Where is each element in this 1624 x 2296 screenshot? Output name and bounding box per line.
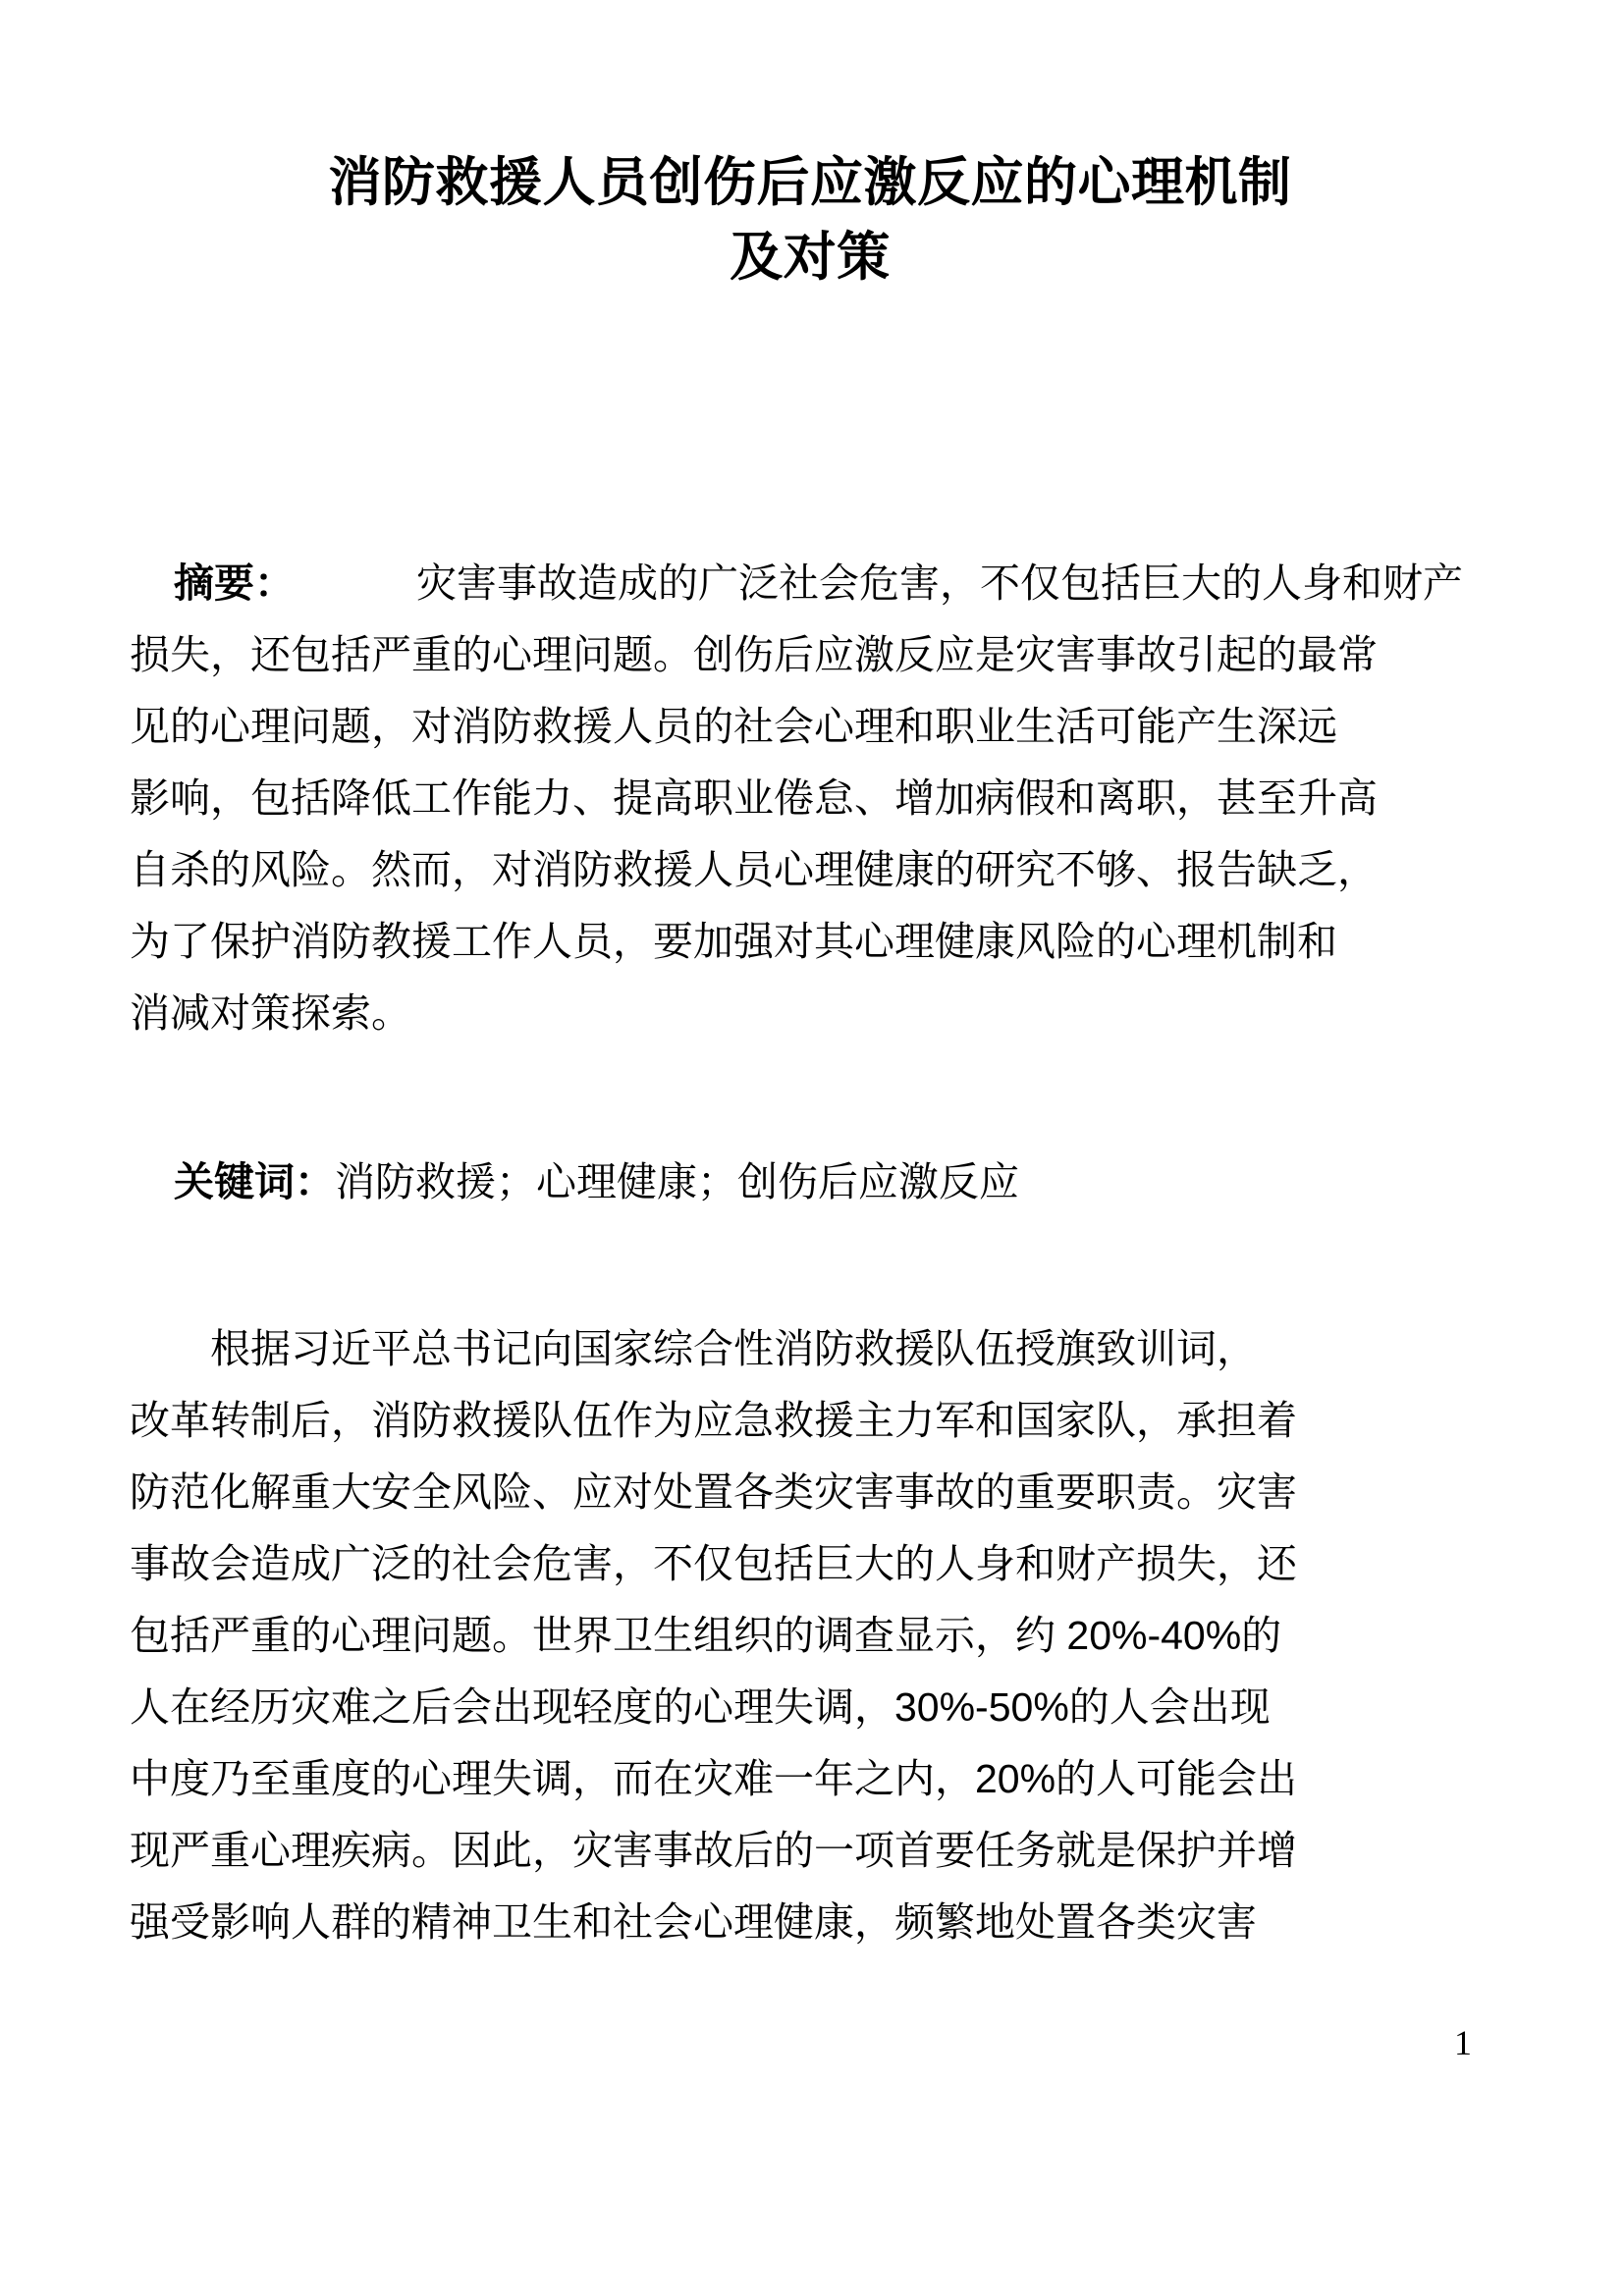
body-line-7: 中度乃至重度的心理失调，而在灾难一年之内，20%的人可能会出 (130, 1756, 1298, 1801)
abstract-line-3: 见的心理问题，对消防救援人员的社会心理和职业生活可能产生深远 (130, 704, 1337, 749)
page-number: 1 (1454, 2023, 1472, 2062)
keywords-label: 关键词： (174, 1159, 335, 1204)
body-line-9: 强受影响人群的精神卫生和社会心理健康，频繁地处置各类灾害 (130, 1899, 1257, 1945)
keywords-text: 消防救援；心理健康；创伤后应激反应 (335, 1159, 1019, 1204)
body-line-1: 根据习近平总书记向国家综合性消防救援队伍授旗致训词， (210, 1326, 1257, 1371)
abstract-label: 摘要： (174, 561, 295, 606)
body-line-2: 改革转制后，消防救援队伍作为应急救援主力军和国家队，承担着 (130, 1398, 1297, 1443)
abstract-line-1 (130, 548, 1463, 619)
keywords-line (130, 1147, 1463, 1218)
body-line-4: 事故会造成广泛的社会危害，不仅包括巨大的人身和财产损失，还 (130, 1541, 1297, 1586)
abstract-section (130, 548, 1463, 1049)
body-paragraph (130, 1313, 1463, 1958)
abstract-line-5: 自杀的风险。然而，对消防救援人员心理健康的研究不够、报告缺乏， (130, 847, 1378, 892)
title-line-1: 消防救援人员创伤后应激反应的心理机制 (328, 153, 1292, 212)
abstract-line-7: 消减对策探索。 (130, 990, 411, 1036)
abstract-line-2: 损失，还包括严重的心理问题。创伤后应激反应是灾害事故引起的最常 (130, 632, 1378, 677)
body-line-5: 包括严重的心理问题。世界卫生组织的调查显示，约 20%-40%的 (130, 1613, 1282, 1658)
keywords-section (130, 1147, 1463, 1218)
abstract-line-4: 影响，包括降低工作能力、提高职业倦怠、增加病假和离职，甚至升高 (130, 775, 1378, 821)
page-title (128, 145, 1492, 294)
body-line-8: 现严重心理疾病。因此，灾害事故后的一项首要任务就是保护并增 (130, 1828, 1297, 1873)
abstract-line-1-text: 灾害事故造成的广泛社会危害，不仅包括巨大的人身和财产 (416, 561, 1463, 606)
title-line-2: 及对策 (730, 228, 891, 287)
abstract-line-6: 为了保护消防教援工作人员，要加强对其心理健康风险的心理机制和 (130, 919, 1337, 964)
body-line-6: 人在经历灾难之后会出现轻度的心理失调，30%-50%的人会出现 (130, 1684, 1271, 1730)
body-line-3: 防范化解重大安全风险、应对处置各类灾害事故的重要职责。灾害 (130, 1469, 1297, 1515)
